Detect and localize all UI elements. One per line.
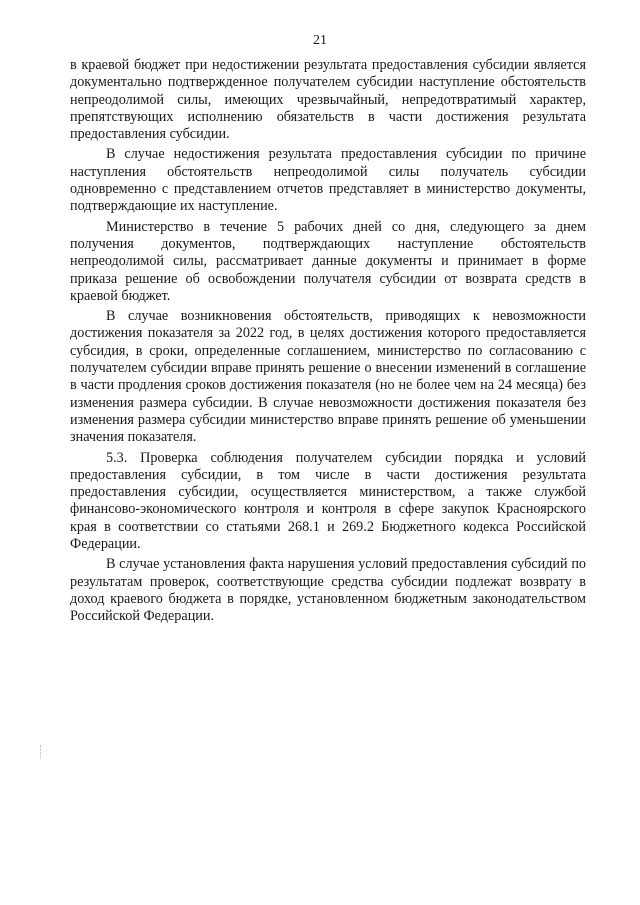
document-body	[70, 57, 586, 629]
paragraph-section-5-3: 5.3. Проверка соблюдения получателем субсидии порядка и условий предоставления субсидии, в том числе в части достижения результата предоставления субсидии, осуществляется министерством, а также службой финансово-экономического контроля и контроля в сфере закупок Красноярского края в соответствии со статьями 268.1 и 269.2 Бюджетного кодекса Российской Федерации.	[70, 449, 586, 553]
page-number: 21	[313, 33, 327, 48]
scan-margin-mark	[40, 745, 42, 759]
paragraph-indicator-impossibility: В случае возникновения обстоятельств, приводящих к невозможности достижения показателя за 2022 год, в целях достижения которого предоставляется субсидия, в сроки, определенные соглашением, министерство по согласованию с получателем субсидии вправе принять решение о внесении изменений в соглашение в части продления сроков достижения показателя (но не более чем на 24 месяца) без изменения размера субсидии. В случае невозможности достижения показателя без изменения размера субсидии министерство вправе принять решение об уменьшении значения показателя.	[70, 308, 586, 446]
paragraph-continuation: в краевой бюджет при недостижении результата предоставления субсидии является документально подтвержденное получателем субсидии наступление обстоятельств непреодолимой силы, имеющих чрезвычайный, непредотвратимый характер, препятствующих исполнению обязательств в части достижения результата предоставления субсидии.	[70, 57, 586, 143]
paragraph-violation-refund: В случае установления факта нарушения условий предоставления субсидий по результатам проверок, соответствующие средства субсидии подлежат возврату в доход краевого бюджета в порядке, установленном бюджетным законодательством Российской Федерации.	[70, 556, 586, 625]
paragraph-force-majeure-documents: В случае недостижения результата предоставления субсидии по причине наступления обстоятельств непреодолимой силы получатель субсидии одновременно с представлением отчетов представляет в министерство документы, подтверждающие их наступление.	[70, 146, 586, 215]
paragraph-ministry-review: Министерство в течение 5 рабочих дней со дня, следующего за днем получения документов, подтверждающих наступление обстоятельств непреодолимой силы, рассматривает данные документы и принимает в форме приказа решение об освобождении получателя субсидии от возврата средств в краевой бюджет.	[70, 218, 586, 304]
